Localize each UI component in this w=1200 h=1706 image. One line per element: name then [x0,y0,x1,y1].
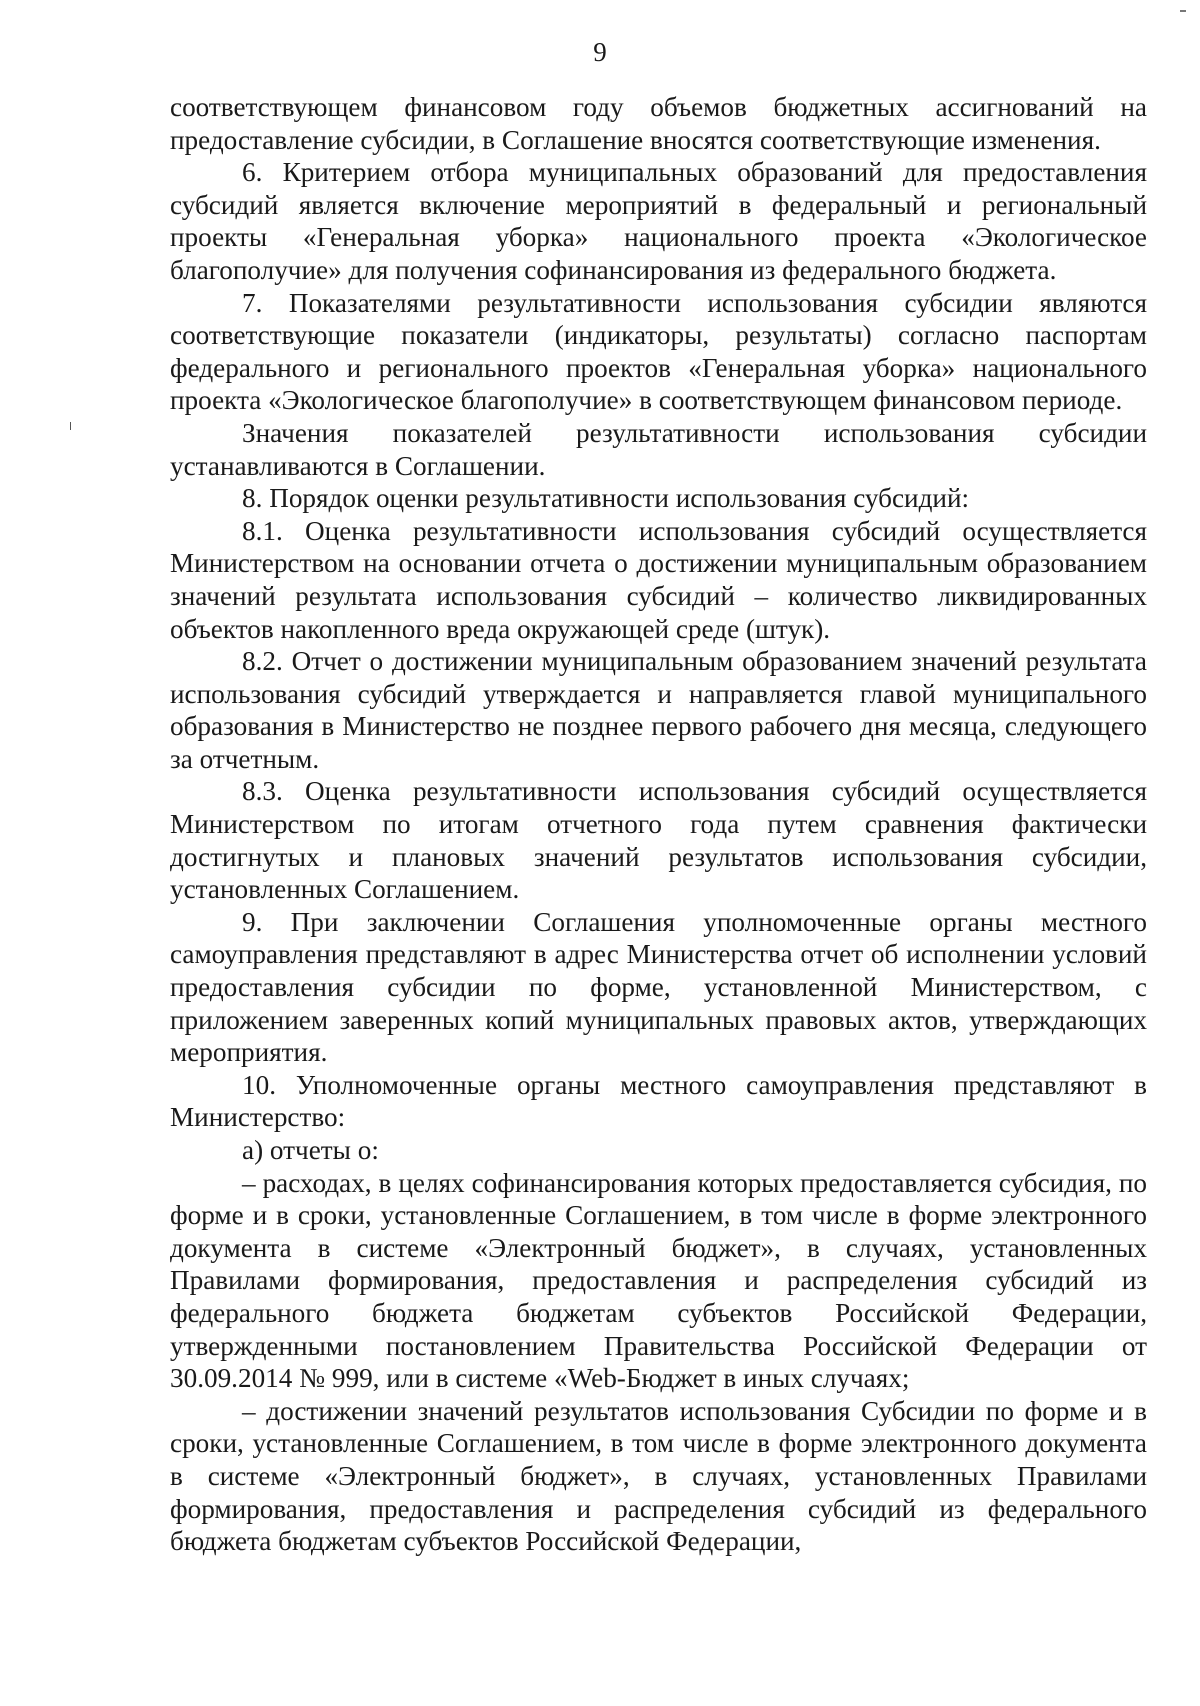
paragraph: 9. При заключении Соглашения уполномоченные органы местного самоуправления представляют в адрес Министерства отчет об исполнении условий предоставления субсидии по форме, установленной Министерством, с приложением заверенных копий муниципальных правовых актов, утверждающих мероприятия. [170,906,1147,1068]
document-body [170,91,1147,1558]
page-number: 9 [593,37,607,67]
scan-mark [1180,10,1186,12]
paragraph: 8.3. Оценка результативности использования субсидий осуществляется Министерством по итогам отчетного года путем сравнения фактически достигнутых и плановых значений результатов использования субсидии, установленных Соглашением. [170,776,1147,905]
paragraph: 8. Порядок оценки результативности использования субсидий: [242,483,970,514]
paragraph: Значения показателей результативности использования субсидии устанавливаются в Соглашении. [170,417,1147,481]
paragraph: – достижении значений результатов использования Субсидии по форме и в сроки, установленные Соглашением, в том числе в форме электронного документа в системе «Электронный бюджет», в случаях, установленных Правилами формирования, предоставления и распределения субсидий из федерального бюджета бюджетам субъектов Российской Федерации, [170,1395,1147,1557]
paragraph: 7. Показателями результативности использования субсидии являются соответствующие показатели (индикаторы, результаты) согласно паспортам федерального и регионального проектов «Генеральная уборка» национального проекта «Экологическое благополучие» в соответствующем финансовом периоде. [170,287,1147,416]
scan-mark [70,422,71,430]
paragraph: 6. Критерием отбора муниципальных образований для предоставления субсидий является включение мероприятий в федеральный и региональный проекты «Генеральная уборка» национального проекта «Экологическое благополучие» для получения софинансирования из федерального бюджета. [170,157,1147,285]
paragraph: соответствующем финансовом году объемов бюджетных ассигнований на предоставление субсидии, в Соглашение вносятся соответствующие изменения. [170,92,1147,155]
paragraph: – расходах, в целях софинансирования которых предоставляется субсидия, по форме и в сроки, установленные Соглашением, в том числе в форме электронного документа в системе «Электронный бюджет», в случаях, установленных Правилами формирования, предоставления и распределения субсидий из федерального бюджета бюджетам субъектов Российской Федерации, утвержденными постановлением Правительства Российской Федерации от 30.09.2014 № 999, или в системе «Web-Бюджет в иных случаях; [170,1167,1147,1394]
paragraph: 10. Уполномоченные органы местного самоуправления представляют в Министерство: [170,1069,1147,1133]
paragraph: 8.1. Оценка результативности использования субсидий осуществляется Министерством на основании отчета о достижении муниципальным образованием значений результата использования субсидий – количество ликвидированных объектов накопленного вреда окружающей среде (штук). [170,515,1147,644]
paragraph: 8.2. Отчет о достижении муниципальным образованием значений результата использования субсидий утверждается и направляется главой муниципального образования в Министерство не позднее первого рабочего дня месяца, следующего за отчетным. [170,646,1147,774]
paragraph: а) отчеты о: [242,1135,379,1165]
